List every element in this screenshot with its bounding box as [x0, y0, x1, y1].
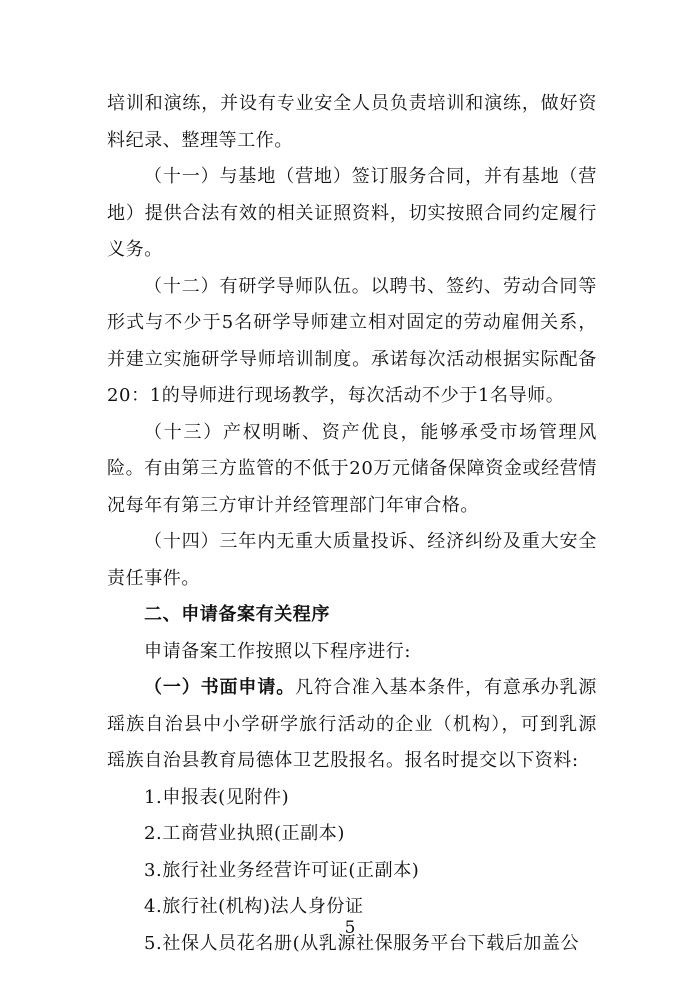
step-written-application: [107, 670, 597, 780]
paragraph-item-12: （十二）有研学导师队伍。以聘书、签约、劳动合同等形式与不少于5名研学导师建立相对固定的劳动雇佣关系，并建立实施研学导师培训制度。承诺每次活动根据实际配备20：1的导师进行现场教学，每次活动不少于1名导师。: [107, 275, 597, 406]
step-text: 凡符合准入基本条件，有意承办乳源瑶族自治县中小学研学旅行活动的企业（机构），可到乳源瑶族自治县教育局德体卫艺股报名。报名时提交以下资料:: [107, 677, 597, 771]
list-item-business-license: 2.工商营业执照(正副本): [144, 823, 346, 844]
section-intro: 申请备案工作按照以下程序进行:: [144, 640, 412, 662]
paragraph-item-11: （十一）与基地（营地）签订服务合同，并有基地（营地）提供合法有效的相关证照资料，切实按照合同约定履行义务。: [107, 166, 597, 260]
paragraph-item-14: （十四）三年内无重大质量投诉、经济纠纷及重大安全责任事件。: [107, 531, 597, 589]
paragraph-continuation: 培训和演练，并设有专业安全人员负责培训和演练，做好资料纪录、整理等工作。: [107, 93, 597, 151]
list-item-application-form: 1.申报表(见附件): [144, 786, 290, 808]
section-heading: 二、申请备案有关程序: [144, 604, 330, 625]
list-item-legal-rep-id: 4.旅行社(机构)法人身份证: [144, 896, 364, 917]
page-number: 5: [344, 918, 356, 938]
list-item-social-security-roster: 5.社保人员花名册(从乳源社保服务平台下载后加盖公: [144, 932, 580, 954]
paragraph-item-13: （十三）产权明晰、资产优良，能够承受市场管理风险。有由第三方监管的不低于20万元储备保障资金或经营情况每年有第三方审计并经管理部门年审合格。: [107, 421, 597, 516]
list-item-travel-permit: 3.旅行社业务经营许可证(正副本): [144, 859, 420, 881]
document-body: [107, 86, 597, 962]
step-lead: （一）书面申请。: [144, 677, 296, 698]
